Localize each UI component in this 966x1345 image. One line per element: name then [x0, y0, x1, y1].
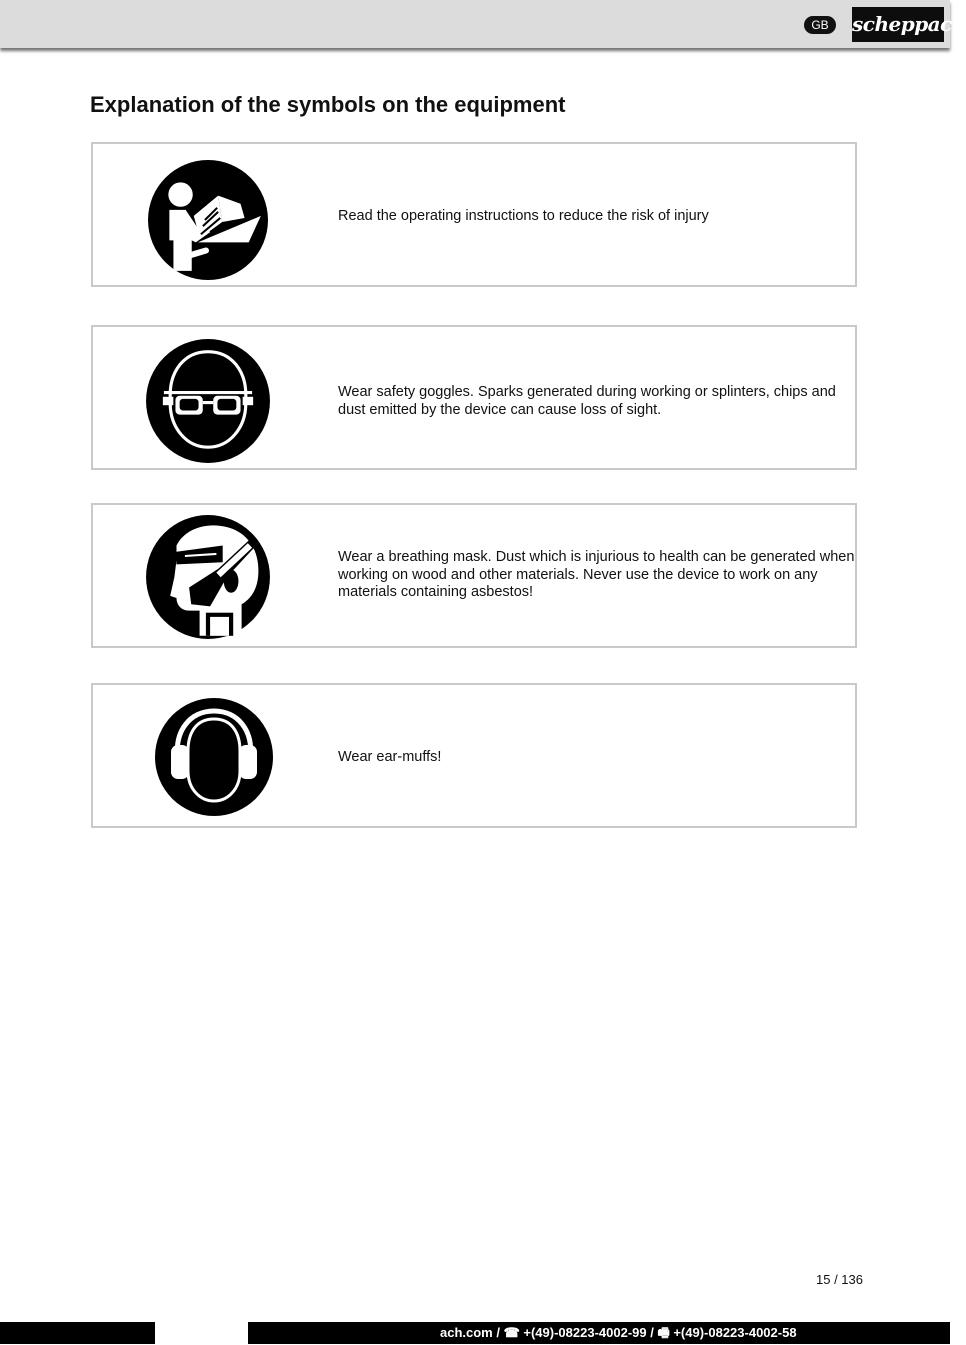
symbol-box-safety-goggles: [91, 325, 857, 470]
symbol-box-read-manual: [91, 142, 857, 287]
page-title: Explanation of the symbols on the equipment: [90, 92, 566, 117]
symbol-text: Wear safety goggles. Sparks generated during working or splinters, chips and dust emitted by the device can cause loss of sight.: [338, 384, 836, 418]
symbol-text: Wear a breathing mask. Dust which is injurious to health can be generated when working on wood and other materials. Never use the device to work on any materials containing asbestos!: [338, 549, 855, 600]
breathing-mask-icon: [145, 514, 271, 640]
footer-contact: ach.com / ☎ +(49)-08223-4002-99 / 🖷 +(49)-08223-4002-58: [440, 1325, 797, 1340]
language-badge: GB: [804, 16, 836, 34]
ear-muffs-icon: [154, 697, 274, 817]
header-bar: [0, 0, 966, 48]
symbol-box-breathing-mask: [91, 503, 857, 648]
page-number: 15 / 136: [816, 1272, 863, 1287]
symbol-text: Wear ear-muffs!: [338, 749, 442, 765]
brand-logo: scheppach: [852, 7, 944, 42]
footer-bar: [0, 1322, 950, 1344]
footer-gap: [155, 1322, 248, 1344]
read-manual-icon: [147, 159, 269, 281]
symbol-text: Read the operating instructions to reduce the risk of injury: [338, 208, 709, 224]
symbol-box-ear-muffs: [91, 683, 857, 828]
safety-goggles-icon: [145, 338, 271, 464]
